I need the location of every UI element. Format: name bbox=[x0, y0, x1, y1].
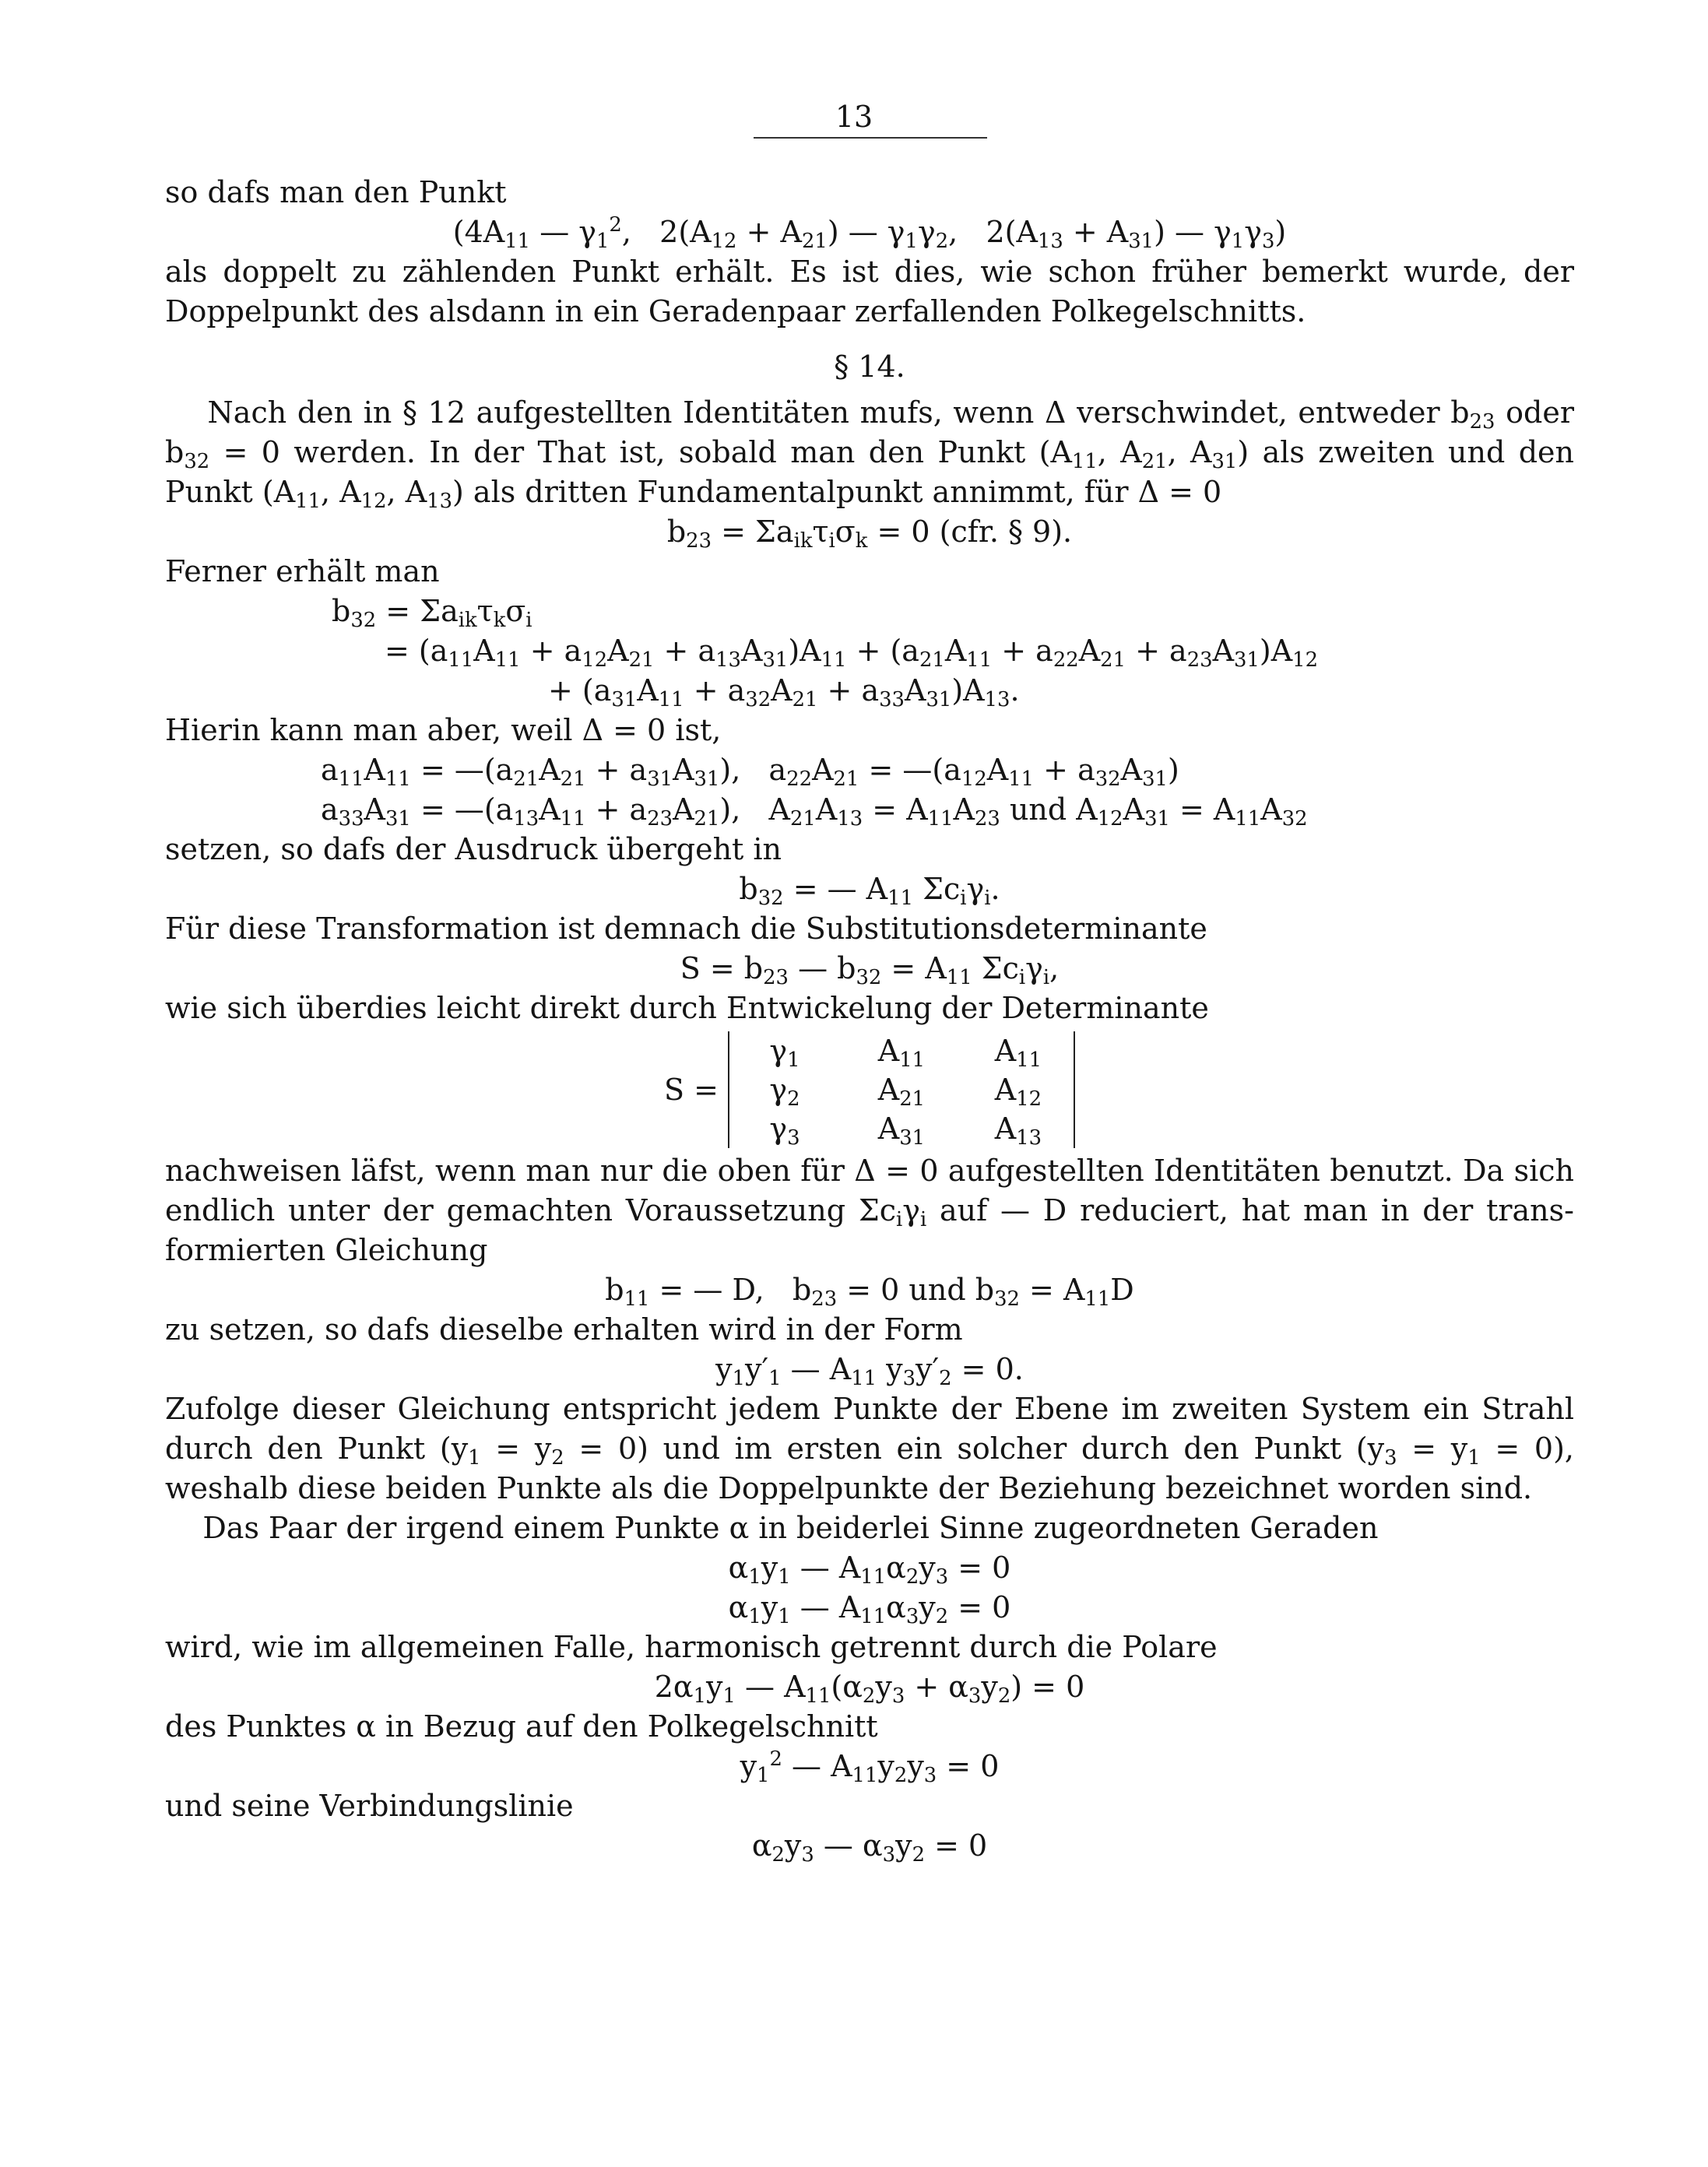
determinant-cell: $A_{12}$ bbox=[994, 1073, 1042, 1112]
text-line: setzen, so dafs der Ausdruck übergeht in bbox=[165, 832, 782, 866]
text-line: wird, wie im allgemeinen Falle, harmonisch getrennt durch die Polare bbox=[165, 1630, 1218, 1664]
equation: $2\alpha_1y_1$ — $A_{11}(\alpha_2y_3 + \alpha_3y_2) = 0$ bbox=[654, 1670, 1085, 1709]
determinant bbox=[165, 1031, 1574, 1148]
text-line: durch den Punkt $(y_1 = y_2 = 0)$ und im ersten ein solcher durch den Punkt $(y_3 = y_1 = 0)$, bbox=[165, 1431, 1574, 1470]
equation: $a_{11}A_{11}$ = $—(a_{21}A_{21} + a_{31}A_{31})$, $a_{22}A_{21}$ = $—(a_{12}A_{11} + a_{32}A_{31})$ bbox=[321, 753, 1179, 792]
text-line: zu setzen, so dafs dieselbe erhalten wird in der Form bbox=[165, 1312, 963, 1347]
equation: $y_1^2$ — $A_{11}y_2y_3 = 0$ bbox=[740, 1747, 1000, 1788]
determinant-lhs: S = bbox=[664, 1072, 719, 1107]
text-line: weshalb diese beiden Punkte als die Doppelpunkte der Beziehung bezeichnet worden sind. bbox=[165, 1471, 1533, 1505]
equation: $b_{32} = \Sigma a_{ik}\tau_k\sigma_i$ bbox=[332, 594, 532, 633]
page-number: 13 bbox=[835, 100, 873, 134]
text-line: als doppelt zu zählenden Punkt erhält. Es ist dies, wie schon früher bemerkt wurde, der bbox=[165, 255, 1574, 289]
equation: $b_{32}$ = — $A_{11}$ $\Sigma c_i\gamma_i$. bbox=[739, 872, 1000, 911]
text-line: Doppelpunkt des alsdann in ein Geradenpaar zerfallenden Polkegelschnitts. bbox=[165, 294, 1306, 328]
text-line: Hierin kann man aber, weil Δ = 0 ist, bbox=[165, 713, 722, 747]
equation: + $(a_{31}A_{11} + a_{32}A_{21} + a_{33}A_{31})A_{13}$. bbox=[548, 673, 1020, 712]
section-heading: § 14. bbox=[834, 349, 905, 384]
determinant-row bbox=[742, 1109, 1061, 1148]
text-column bbox=[165, 173, 1574, 1866]
determinant-cell: $A_{31}$ bbox=[877, 1112, 926, 1150]
text-line: des Punktes α in Bezug auf den Polkegelschnitt bbox=[165, 1709, 878, 1744]
text-line: Für diese Transformation ist demnach die Substitutionsdeterminante bbox=[165, 911, 1207, 946]
text-line: formierten Gleichung bbox=[165, 1233, 488, 1267]
determinant-cell: $\gamma_2$ bbox=[769, 1073, 800, 1112]
text-line: wie sich überdies leicht direkt durch Entwickelung der Determinante bbox=[165, 991, 1209, 1025]
equation: $S = b_{23}$ — $b_{32} = A_{11}$ $\Sigma c_i\gamma_i$, bbox=[680, 951, 1060, 990]
text-line: nachweisen läfst, wenn man nur die oben für Δ = 0 aufgestellten Identitäten benutzt. Da sich bbox=[165, 1154, 1574, 1188]
equation: $b_{11}$ = — D, $b_{23} = 0$ und $b_{32} = A_{11}D$ bbox=[605, 1273, 1134, 1312]
header-rule bbox=[754, 137, 987, 139]
determinant-cell: $A_{13}$ bbox=[994, 1112, 1042, 1150]
equation: $y_1y'_1$ — $A_{11}$ $y_3y'_2 = 0$. bbox=[715, 1352, 1024, 1391]
determinant-row bbox=[742, 1031, 1061, 1073]
determinant-matrix bbox=[728, 1031, 1075, 1148]
equation: ($4A_{11}$ — $\gamma_1^2$, $2(A_{12} + A_{21})$ — $\gamma_1\gamma_2$, $2(A_{13} + A_{31})$ — $\gamma_1\gamma_3$) bbox=[452, 212, 1287, 254]
equation: $b_{23} = \Sigma a_{ik}\tau_i\sigma_k = 0$ (cfr. § 9). bbox=[666, 515, 1073, 553]
text-line: Zufolge dieser Gleichung entspricht jedem Punkte der Ebene im zweiten System ein Strahl bbox=[165, 1392, 1574, 1426]
determinant-cell: $A_{11}$ bbox=[994, 1034, 1042, 1073]
determinant-cell: $\gamma_1$ bbox=[769, 1034, 800, 1073]
equation: $\alpha_1y_1$ — $A_{11}\alpha_3y_2 = 0$ bbox=[728, 1590, 1011, 1629]
equation: $\alpha_1y_1$ — $A_{11}\alpha_2y_3 = 0$ bbox=[728, 1551, 1011, 1589]
text-line: Ferner erhält man bbox=[165, 554, 440, 588]
page-header bbox=[0, 100, 1708, 134]
equation: $a_{33}A_{31}$ = $—(a_{13}A_{11} + a_{23}A_{21})$, $A_{21}A_{13} = A_{11}A_{23}$ und $A_{12}A_{31} = A_{11}A_{32}$ bbox=[321, 792, 1308, 831]
determinant-row bbox=[742, 1070, 1061, 1112]
determinant-cell: $A_{11}$ bbox=[877, 1034, 926, 1073]
text-line: und seine Verbindungslinie bbox=[165, 1789, 574, 1823]
equation: $\alpha_2y_3$ — $\alpha_3y_2 = 0$ bbox=[751, 1828, 988, 1867]
text-line: Das Paar der irgend einem Punkte α in beiderlei Sinne zugeordneten Geraden bbox=[165, 1511, 1379, 1545]
text-line: so dafs man den Punkt bbox=[165, 175, 507, 209]
text-line: Nach den in § 12 aufgestellten Identitäten mufs, wenn Δ verschwindet, entweder $b_{23}$ oder bbox=[165, 395, 1574, 434]
determinant-cell: $\gamma_3$ bbox=[769, 1112, 800, 1150]
text-line: Punkt ($A_{11}$, $A_{12}$, $A_{13}$) als dritten Fundamentalpunkt annimmt, für Δ = 0 bbox=[165, 475, 1222, 514]
equation: = $(a_{11}A_{11} + a_{12}A_{21} + a_{13}A_{31})A_{11} + (a_{21}A_{11} + a_{22}A_{21} + a_{23}A_{31})A_{12}$ bbox=[385, 634, 1319, 673]
determinant-cell: $A_{21}$ bbox=[877, 1073, 926, 1112]
text-line: $b_{32} = 0$ werden. In der That ist, sobald man den Punkt ($A_{11}$, $A_{21}$, $A_{31}$) als zweiten und den bbox=[165, 435, 1574, 474]
text-line: endlich unter der gemachten Voraussetzung $\Sigma c_i\gamma_i$ auf — D reduciert, hat man in der trans- bbox=[165, 1193, 1574, 1232]
